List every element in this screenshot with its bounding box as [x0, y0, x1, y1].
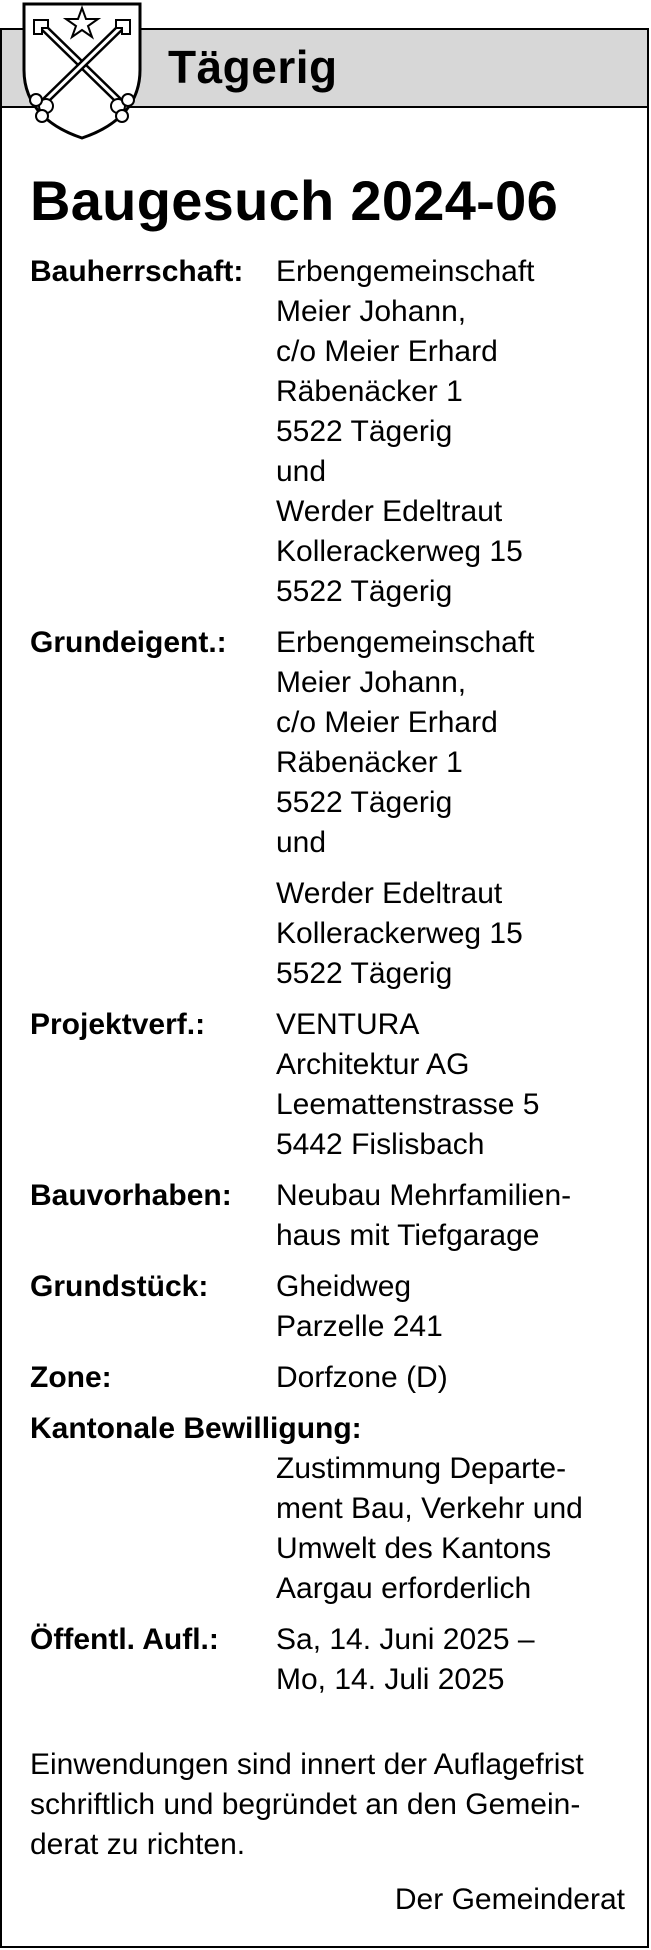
- value-line: 5522 Tägerig: [276, 575, 453, 608]
- field-oeffentliche-auflage: [30, 1620, 630, 1700]
- value-line: 5522 Tägerig: [276, 786, 453, 819]
- value-line: Architektur AG: [276, 1048, 470, 1081]
- value-line: Meier Johann,: [276, 295, 467, 328]
- value-line: Zustimmung Departe-: [276, 1452, 567, 1485]
- value-line: c/o Meier Erhard: [276, 335, 498, 368]
- field-label: Bauherrschaft:: [30, 255, 244, 288]
- field-zone: [30, 1358, 630, 1398]
- field-label: Zone:: [30, 1361, 112, 1394]
- field-projektverfasser: [30, 1005, 630, 1165]
- value-line: Leemattenstrasse 5: [276, 1088, 540, 1121]
- field-value: [276, 1449, 630, 1609]
- coat-of-arms-icon: [20, 0, 144, 140]
- value-line: VENTURA: [276, 1008, 420, 1041]
- value-line: und: [276, 826, 327, 859]
- value-line: 5442 Fislisbach: [276, 1128, 485, 1161]
- value-line: Gheidweg: [276, 1270, 412, 1303]
- value-line: und: [276, 455, 327, 488]
- value-line: Kollerackerweg 15: [276, 917, 523, 950]
- value-line: Dorfzone (D): [276, 1361, 448, 1394]
- field-label: Grundeigent.:: [30, 626, 227, 659]
- value-line: Räbenäcker 1: [276, 375, 463, 408]
- value-line: Neubau Mehrfamilien-: [276, 1179, 572, 1212]
- field-value: [276, 623, 630, 994]
- notice-fields: [30, 252, 630, 1711]
- value-line: Erbengemeinschaft: [276, 626, 535, 659]
- value-line: Mo, 14. Juli 2025: [276, 1663, 505, 1696]
- value-line: Werder Edeltraut: [276, 495, 503, 528]
- value-line: Parzelle 241: [276, 1310, 443, 1343]
- closing-line: schriftlich und begründet an den Gemein-: [30, 1788, 581, 1821]
- field-value: [276, 252, 630, 612]
- field-label: Öffentl. Aufl.:: [30, 1623, 219, 1656]
- value-line: Räbenäcker 1: [276, 746, 463, 779]
- document-title: Baugesuch 2024-06: [30, 169, 559, 232]
- field-kantonale-bewilligung: [30, 1409, 630, 1449]
- field-bauherrschaft: [30, 252, 630, 612]
- field-value: [276, 1176, 630, 1256]
- municipality-name: Tägerig: [168, 41, 338, 93]
- value-line: Erbengemeinschaft: [276, 255, 535, 288]
- closing-line: derat zu richten.: [30, 1828, 246, 1861]
- closing-paragraph: [30, 1745, 630, 1865]
- value-line: Umwelt des Kantons: [276, 1532, 552, 1565]
- field-grundstueck: [30, 1267, 630, 1347]
- field-label: Grundstück:: [30, 1270, 209, 1303]
- value-line: Sa, 14. Juni 2025 –: [276, 1623, 535, 1656]
- signature: Der Gemeinderat: [394, 1883, 625, 1916]
- value-line: Aargau erforderlich: [276, 1572, 532, 1605]
- value-line: haus mit Tiefgarage: [276, 1219, 540, 1252]
- value-line: Meier Johann,: [276, 666, 467, 699]
- field-bauvorhaben: [30, 1176, 630, 1256]
- value-line: ment Bau, Verkehr und: [276, 1492, 583, 1525]
- value-line: Werder Edeltraut: [276, 877, 503, 910]
- field-grundeigentuemer: [30, 623, 630, 994]
- field-value: [276, 1358, 630, 1398]
- field-label: Kantonale Bewilligung:: [30, 1412, 362, 1445]
- value-line: Kollerackerweg 15: [276, 535, 523, 568]
- field-label: Bauvorhaben:: [30, 1179, 232, 1212]
- closing-line: Einwendungen sind innert der Auflagefrist: [30, 1748, 584, 1781]
- field-label: Projektverf.:: [30, 1008, 206, 1041]
- field-value: [276, 1267, 630, 1347]
- value-line: 5522 Tägerig: [276, 957, 453, 990]
- value-line: c/o Meier Erhard: [276, 706, 498, 739]
- value-line: 5522 Tägerig: [276, 415, 453, 448]
- field-value: [276, 1005, 630, 1165]
- field-value: [276, 1620, 630, 1700]
